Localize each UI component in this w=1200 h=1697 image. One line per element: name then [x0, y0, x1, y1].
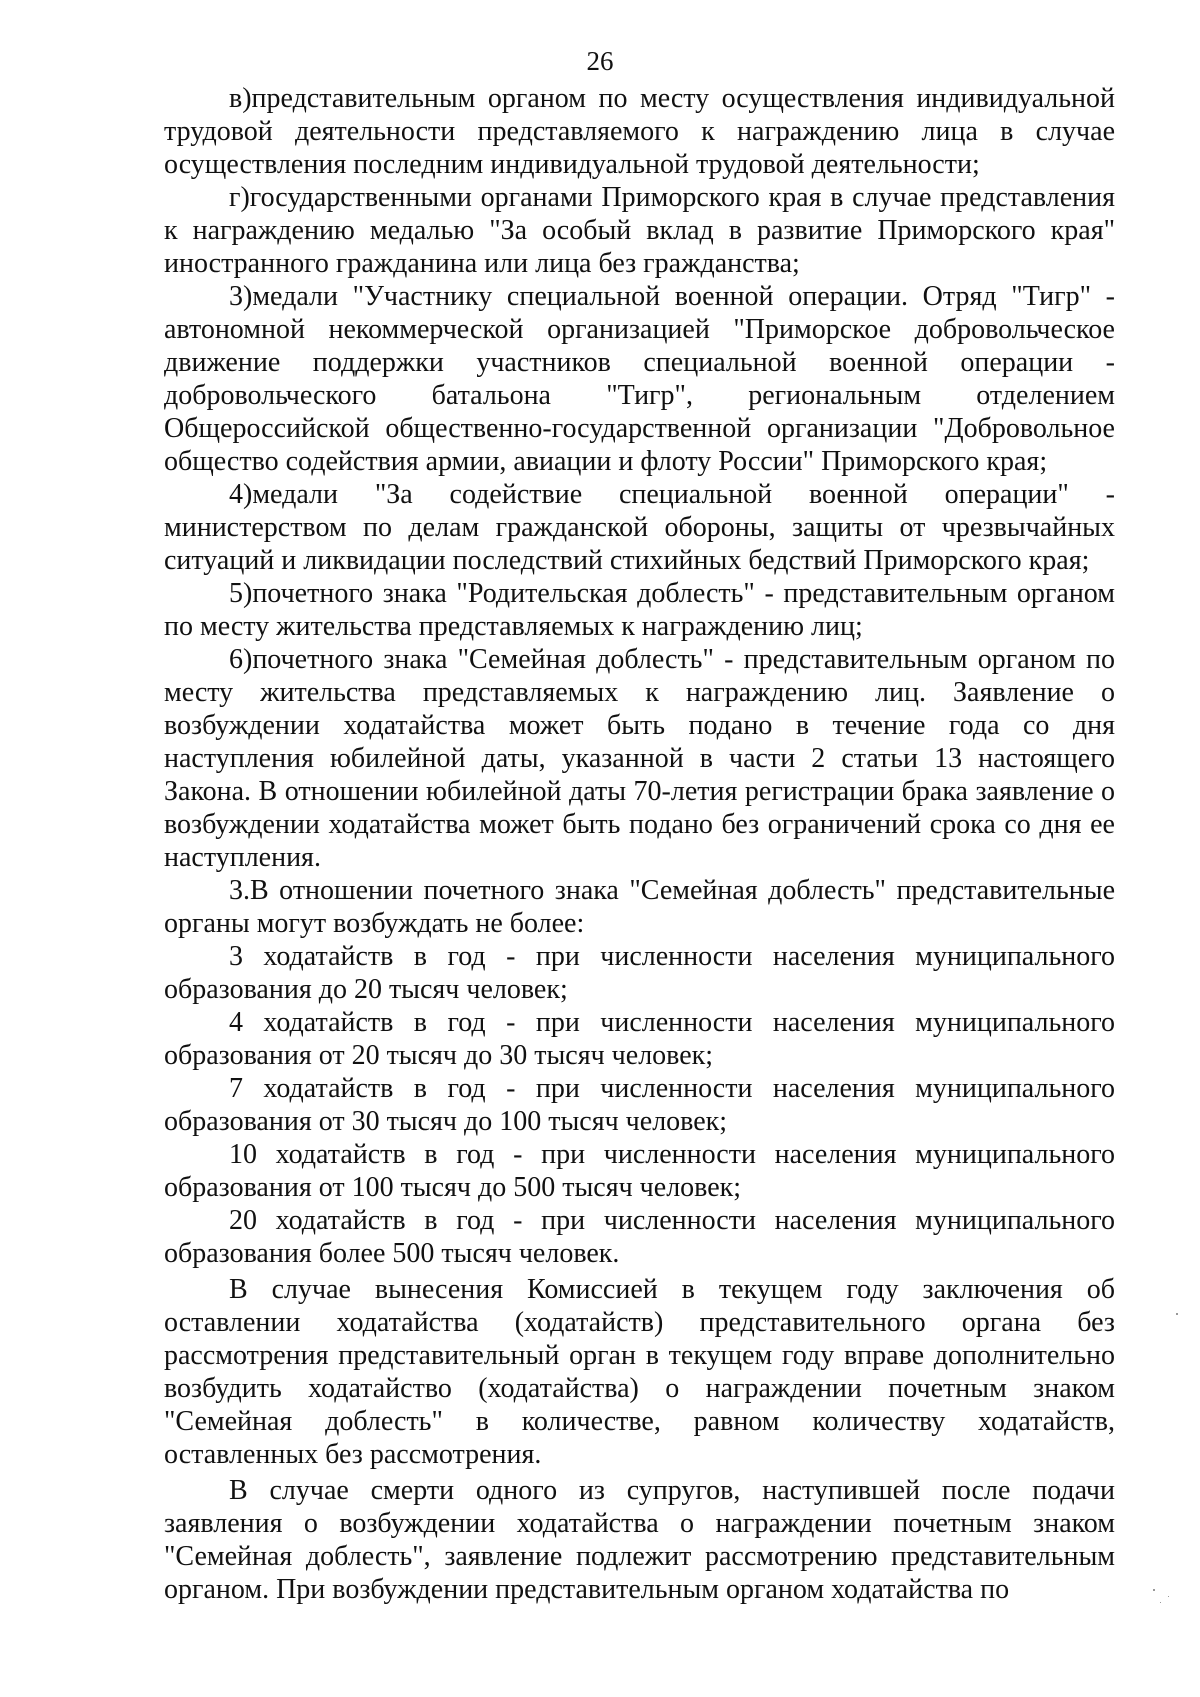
quota-item-20: 20 ходатайств в год - при численности населения муниципального образования более 500 тысяч человек. [164, 1205, 1115, 1269]
paragraph-item-6: 6)почетного знака "Семейная доблесть" - представительным органом по месту жительства представляемых к награждению лиц. Заявление о возбуждении ходатайства может быть подано в течение года со дня наступления юбилейной даты, указанной в части 2 статьи 13 настоящего Закона. В отношении юбилейной даты 70-летия регистрации брака заявление о возбуждении ходатайства может быть подано без ограничений срока со дня ее наступления. [164, 644, 1115, 873]
scan-speck [1176, 1313, 1178, 1315]
page-number: 26 [586, 46, 614, 76]
paragraph-part-3: 3.В отношении почетного знака "Семейная доблесть" представительные органы могут возбуждать не более: [164, 875, 1115, 939]
paragraph-item-v: в)представительным органом по месту осуществления индивидуальной трудовой деятельности представляемого к награждению лица в случае осуществления последним индивидуальной трудовой деятельности; [164, 83, 1115, 180]
quota-item-7: 7 ходатайств в год - при численности населения муниципального образования от 30 тысяч до 100 тысяч человек; [164, 1073, 1115, 1137]
quota-item-10: 10 ходатайств в год - при численности населения муниципального образования от 100 тысяч до 500 тысяч человек; [164, 1139, 1115, 1203]
quota-item-4: 4 ходатайств в год - при численности населения муниципального образования от 20 тысяч до 30 тысяч человек; [164, 1007, 1115, 1071]
paragraph-spouse-death: В случае смерти одного из супругов, наступившей после подачи заявления о возбуждении ходатайства о награждении почетным знаком "Семейная доблесть", заявление подлежит рассмотрению представительным органом. При возбуждении представительным органом ходатайства по [164, 1475, 1115, 1605]
paragraph-item-5: 5)почетного знака "Родительская доблесть" - представительным органом по месту жительства представляемых к награждению лиц; [164, 578, 1115, 642]
scan-speck [1168, 1596, 1169, 1597]
paragraph-additional-petition: В случае вынесения Комиссией в текущем году заключения об оставлении ходатайства (ходатайств) представительного органа без рассмотрения представительный орган в текущем году вправе дополнительно возбудить ходатайство (ходатайства) о награждении почетным знаком "Семейная доблесть" в количестве, равном количеству ходатайств, оставленных без рассмотрения. [164, 1274, 1115, 1470]
document-body [164, 82, 1115, 1606]
quota-item-3: 3 ходатайств в год - при численности населения муниципального образования до 20 тысяч человек; [164, 941, 1115, 1005]
paragraph-item-3: 3)медали "Участнику специальной военной операции. Отряд "Тигр" - автономной некоммерческой организацией "Приморское добровольческое движение поддержки участников специальной военной операции - добровольческого батальона "Тигр", региональным отделением Общероссийской общественно-государственной организации "Добровольное общество содействия армии, авиации и флоту России" Приморского края; [164, 281, 1115, 477]
paragraph-item-g: г)государственными органами Приморского края в случае представления к награждению медалью "За особый вклад в развитие Приморского края" иностранного гражданина или лица без гражданства; [164, 182, 1115, 279]
paragraph-item-4: 4)медали "За содействие специальной военной операции" - министерством по делам гражданской обороны, защиты от чрезвычайных ситуаций и ликвидации последствий стихийных бедствий Приморского края; [164, 479, 1115, 576]
scan-speck [1153, 1589, 1155, 1591]
scan-speck [1160, 1602, 1161, 1603]
